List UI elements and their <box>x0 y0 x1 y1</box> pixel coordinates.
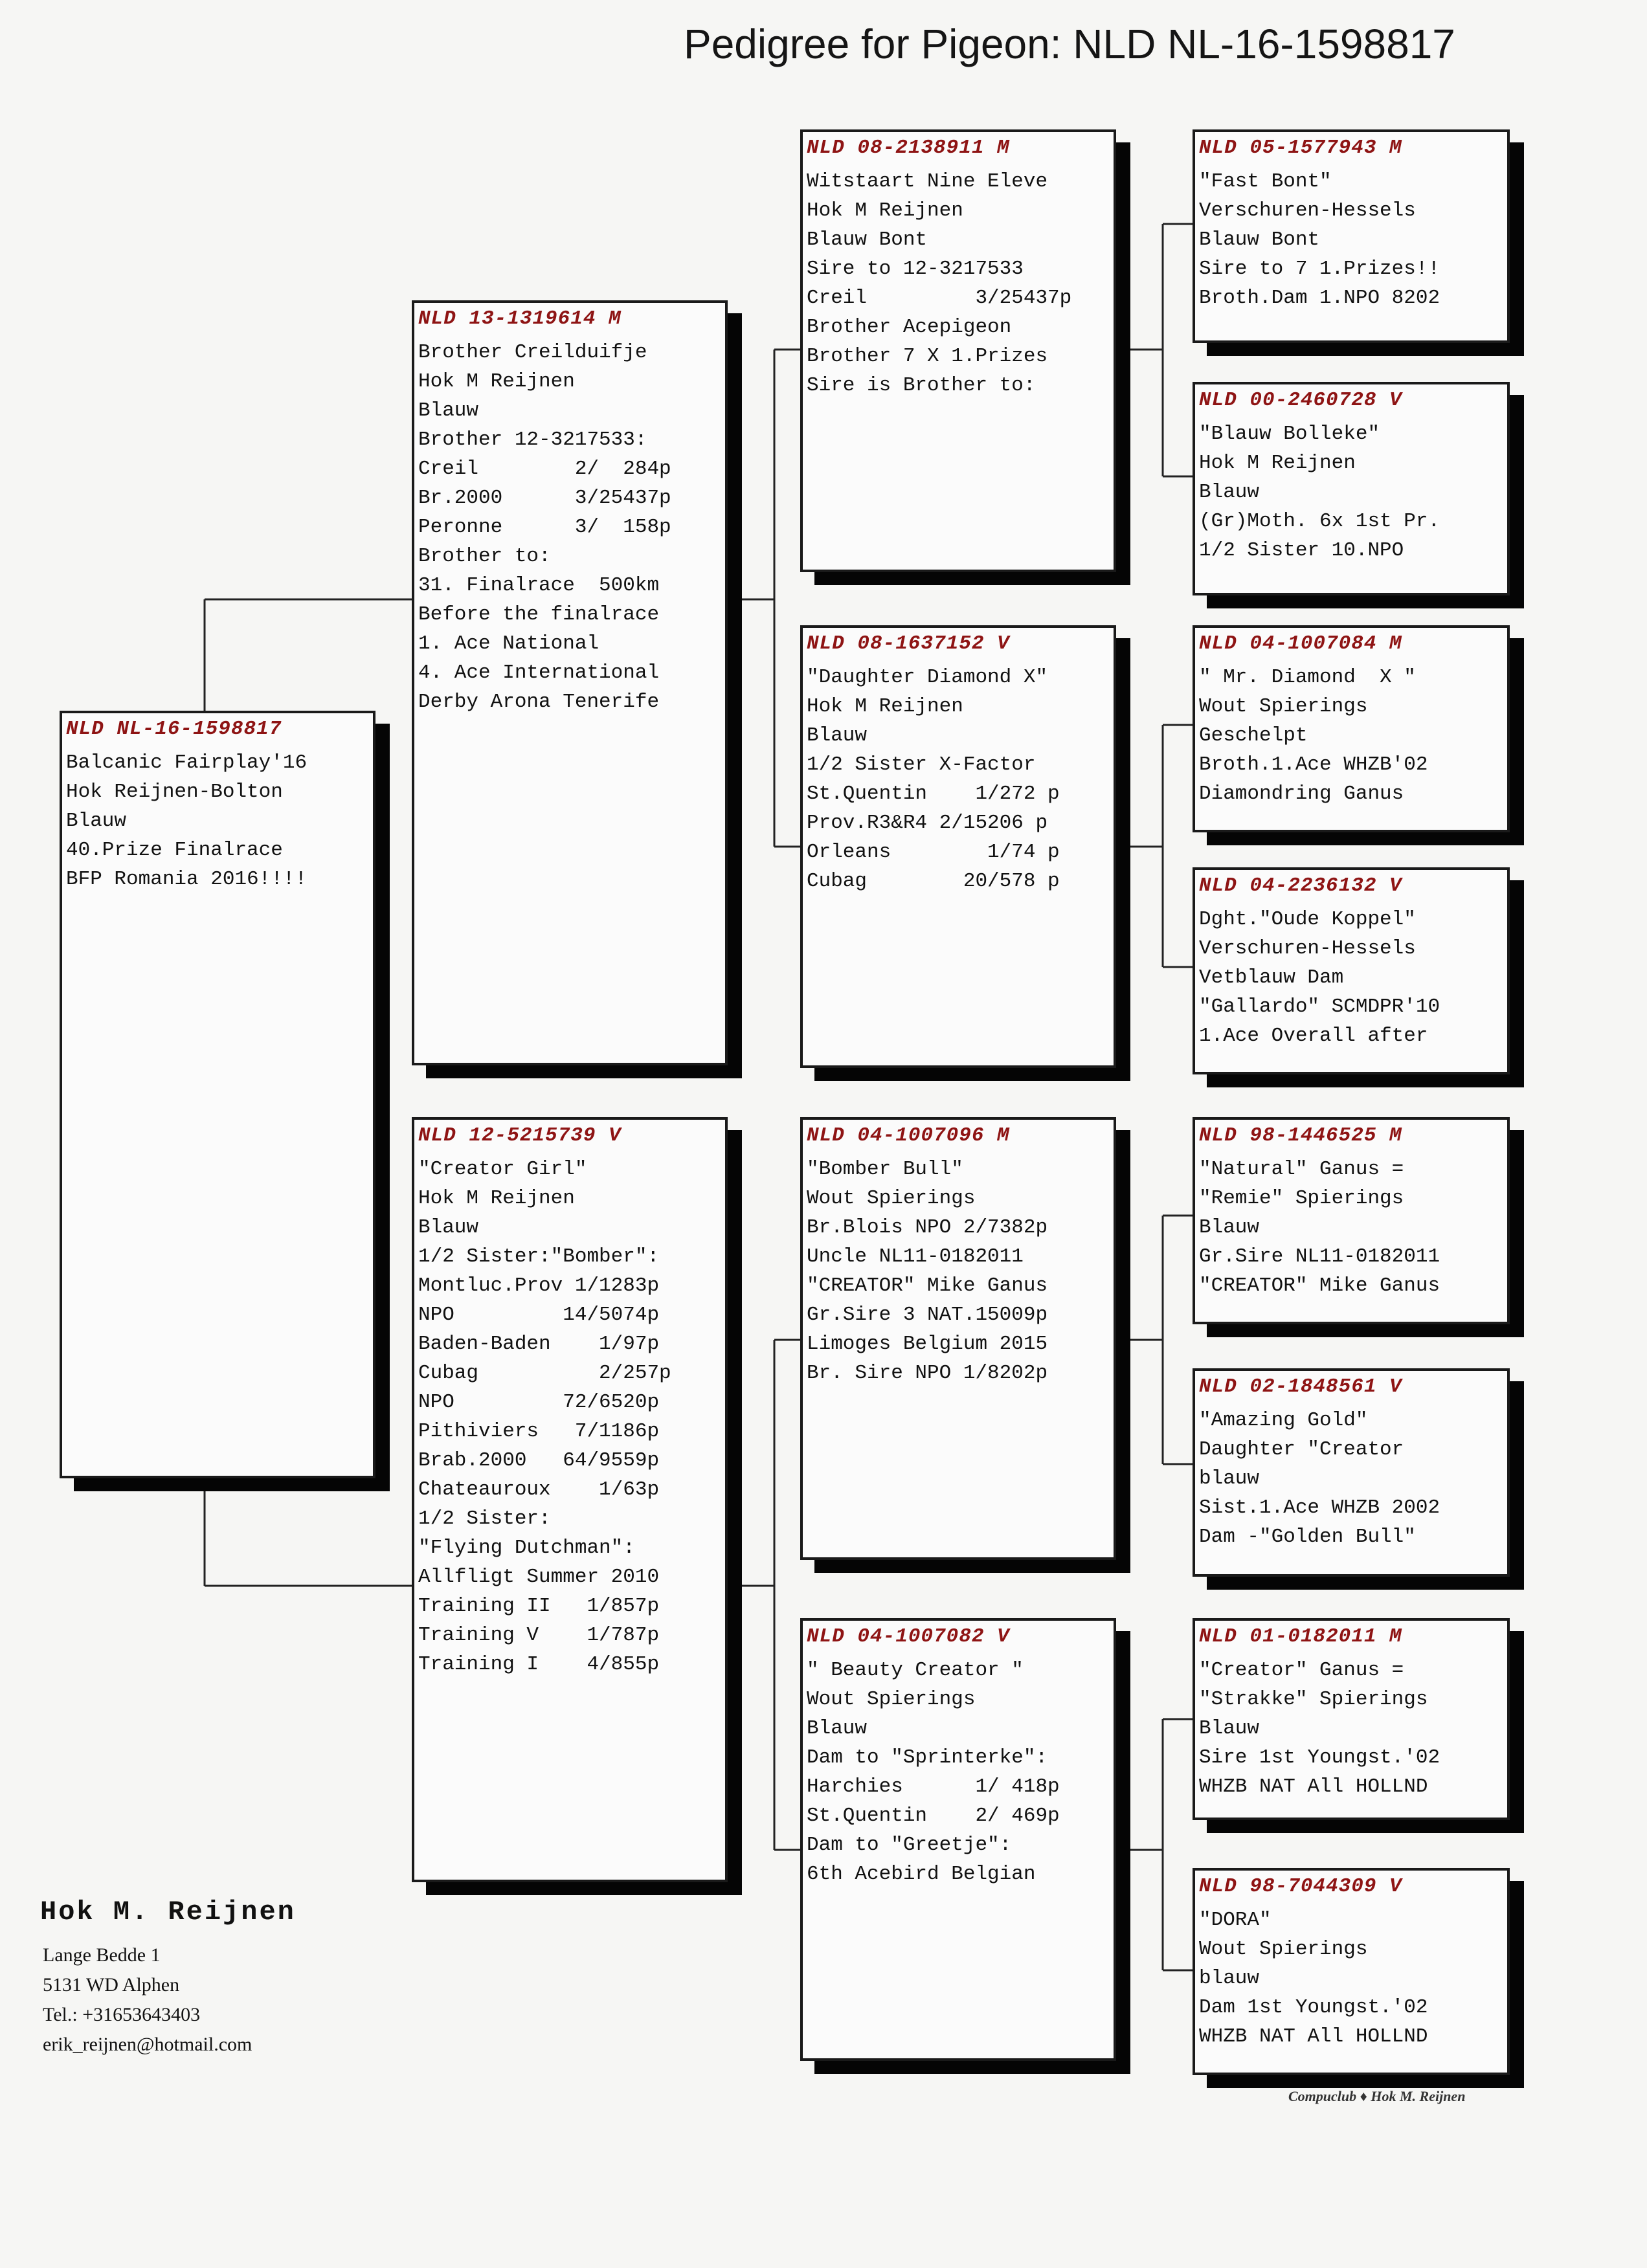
detail-line: Hok M Reijnen <box>1199 452 1356 474</box>
great-grandparent-card <box>1193 1368 1510 1577</box>
great-grandparent-card <box>1193 867 1510 1074</box>
ring-number: NLD 04-1007084 M <box>1199 632 1402 655</box>
detail-line: "Bomber Bull" <box>807 1158 963 1181</box>
detail-line: Brother 7 X 1.Prizes <box>807 345 1048 368</box>
detail-line: "CREATOR" Mike Ganus <box>1199 1274 1440 1297</box>
ring-number: NLD 98-7044309 V <box>1199 1875 1402 1898</box>
detail-line: "Daughter Diamond X" <box>807 666 1048 689</box>
detail-line: Allfligt Summer 2010 <box>418 1566 660 1588</box>
detail-line: "Blauw Bolleke" <box>1199 423 1380 445</box>
dam-sire-card <box>800 1117 1116 1560</box>
pigeon-details <box>1199 1406 1503 1551</box>
detail-line: 1.Ace Overall after <box>1199 1025 1428 1047</box>
ring-number: NLD 04-2236132 V <box>1199 874 1402 897</box>
detail-line: Blauw <box>1199 1216 1260 1239</box>
detail-line: Hok M Reijnen <box>807 695 963 718</box>
ring-number: NLD 00-2460728 V <box>1199 389 1402 412</box>
detail-line: Witstaart Nine Eleve <box>807 170 1048 193</box>
detail-line: Sire to 12-3217533 <box>807 258 1024 280</box>
detail-line: 6th Acebird Belgian <box>807 1863 1036 1885</box>
detail-line: "Remie" Spierings <box>1199 1187 1404 1210</box>
detail-line: Harchies 1/ 418p <box>807 1775 1060 1798</box>
pigeon-details <box>418 1155 721 1679</box>
detail-line: 1/2 Sister X-Factor <box>807 753 1036 776</box>
great-grandparent-card <box>1193 1868 1510 2075</box>
detail-line: Brother 12-3217533: <box>418 428 647 451</box>
pigeon-details <box>418 338 721 717</box>
detail-line: Hok Reijnen-Bolton <box>66 781 283 803</box>
detail-line: Gr.Sire NL11-0182011 <box>1199 1245 1440 1268</box>
detail-line: Wout Spierings <box>1199 695 1368 718</box>
detail-line: Brab.2000 64/9559p <box>418 1449 660 1472</box>
detail-line: 1/2 Sister:"Bomber": <box>418 1245 660 1268</box>
detail-line: Geschelpt <box>1199 724 1308 747</box>
pigeon-details <box>1199 419 1503 565</box>
detail-line: Derby Arona Tenerife <box>418 691 660 713</box>
detail-line: Orleans 1/74 p <box>807 841 1060 863</box>
breeder-email: erik_reijnen@hotmail.com <box>43 2034 252 2055</box>
detail-line: 1/2 Sister: <box>418 1507 551 1530</box>
breeder-phone: Tel.: +31653643403 <box>43 2004 201 2025</box>
breeder-name: Hok M. Reijnen <box>40 1896 296 1928</box>
detail-line: Baden-Baden 1/97p <box>418 1333 660 1355</box>
detail-line: Brother Acepigeon <box>807 316 1012 339</box>
detail-line: "Natural" Ganus = <box>1199 1158 1404 1181</box>
detail-line: Sire is Brother to: <box>807 374 1036 397</box>
ring-number: NLD 04-1007096 M <box>807 1124 1010 1147</box>
pigeon-details <box>807 663 1110 896</box>
detail-line: blauw <box>1199 1467 1260 1490</box>
detail-line: "Creator" Ganus = <box>1199 1659 1404 1682</box>
detail-line: "Amazing Gold" <box>1199 1409 1368 1432</box>
great-grandparent-card <box>1193 1117 1510 1324</box>
ring-number: NLD 04-1007082 V <box>807 1625 1010 1648</box>
detail-line: " Mr. Diamond X " <box>1199 666 1416 689</box>
detail-line: Verschuren-Hessels <box>1199 199 1416 222</box>
detail-line: Broth.1.Ace WHZB'02 <box>1199 753 1428 776</box>
detail-line: Blauw <box>66 810 127 832</box>
detail-line: Wout Spierings <box>807 1187 976 1210</box>
ring-number: NLD 05-1577943 M <box>1199 137 1402 159</box>
detail-line: Hok M Reijnen <box>807 199 963 222</box>
sire-sire-card <box>800 129 1116 572</box>
detail-line: Wout Spierings <box>807 1688 976 1711</box>
detail-line: Training I 4/855p <box>418 1653 660 1676</box>
sire-dam-card <box>800 625 1116 1068</box>
detail-line: "Fast Bont" <box>1199 170 1332 193</box>
detail-line: Blauw <box>807 724 868 747</box>
detail-line: Sire 1st Youngst.'02 <box>1199 1746 1440 1769</box>
ring-number: NLD 12-5215739 V <box>418 1124 622 1147</box>
page-title: Pedigree for Pigeon: NLD NL-16-1598817 <box>684 21 1455 67</box>
pigeon-details <box>807 1656 1110 1889</box>
ring-number: NLD 13-1319614 M <box>418 307 622 330</box>
detail-line: Sist.1.Ace WHZB 2002 <box>1199 1496 1440 1519</box>
detail-line: Limoges Belgium 2015 <box>807 1333 1048 1355</box>
detail-line: BFP Romania 2016!!!! <box>66 868 308 891</box>
detail-line: Chateauroux 1/63p <box>418 1478 660 1501</box>
detail-line: Pithiviers 7/1186p <box>418 1420 660 1443</box>
detail-line: Balcanic Fairplay'16 <box>66 751 308 774</box>
detail-line: Cubag 20/578 p <box>807 870 1060 893</box>
detail-line: Blauw <box>1199 1717 1260 1740</box>
detail-line: St.Quentin 1/272 p <box>807 783 1060 805</box>
subject-pigeon-card <box>60 711 375 1478</box>
detail-line: Br.2000 3/25437p <box>418 487 671 509</box>
detail-line: NPO 72/6520p <box>418 1391 660 1414</box>
detail-line: Blauw <box>807 1717 868 1740</box>
ring-number: NLD 02-1848561 V <box>1199 1375 1402 1398</box>
detail-line: 40.Prize Finalrace <box>66 839 283 862</box>
detail-line: Hok M Reijnen <box>418 370 575 393</box>
detail-line: Training II 1/857p <box>418 1595 660 1618</box>
pigeon-details <box>1199 663 1503 808</box>
pigeon-details <box>807 1155 1110 1388</box>
detail-line: Br. Sire NPO 1/8202p <box>807 1362 1048 1384</box>
detail-line: Montluc.Prov 1/1283p <box>418 1274 660 1297</box>
detail-line: WHZB NAT All HOLLND <box>1199 1775 1428 1798</box>
detail-line: Blauw <box>418 1216 479 1239</box>
detail-line: 4. Ace International <box>418 662 660 684</box>
dam-dam-card <box>800 1618 1116 2061</box>
ring-number: NLD NL-16-1598817 <box>66 718 282 740</box>
pigeon-details <box>1199 905 1503 1051</box>
breeder-street: Lange Bedde 1 <box>43 1944 161 1966</box>
detail-line: Verschuren-Hessels <box>1199 937 1416 960</box>
detail-line: Vetblauw Dam <box>1199 966 1344 989</box>
detail-line: Dam -"Golden Bull" <box>1199 1526 1416 1548</box>
ring-number: NLD 01-0182011 M <box>1199 1625 1402 1648</box>
detail-line: Wout Spierings <box>1199 1938 1368 1961</box>
pigeon-details <box>1199 167 1503 313</box>
breeder-city: 5131 WD Alphen <box>43 1974 180 1996</box>
detail-line: Hok M Reijnen <box>418 1187 575 1210</box>
detail-line: Blauw Bont <box>1199 228 1320 251</box>
detail-line: Dam to "Sprinterke": <box>807 1746 1048 1769</box>
detail-line: Broth.Dam 1.NPO 8202 <box>1199 287 1440 309</box>
great-grandparent-card <box>1193 625 1510 832</box>
detail-line: 1/2 Sister 10.NPO <box>1199 539 1404 562</box>
detail-line: Daughter "Creator <box>1199 1438 1404 1461</box>
detail-line: "Flying Dutchman": <box>418 1537 635 1559</box>
detail-line: Training V 1/787p <box>418 1624 660 1647</box>
pigeon-details <box>1199 1155 1503 1300</box>
detail-line: Before the finalrace <box>418 603 660 626</box>
detail-line: Dam 1st Youngst.'02 <box>1199 1996 1428 2019</box>
pigeon-details <box>66 748 369 894</box>
pigeon-details <box>1199 1906 1503 2051</box>
software-credit: Compuclub ♦ Hok M. Reijnen <box>1288 2088 1466 2104</box>
detail-line: WHZB NAT All HOLLND <box>1199 2025 1428 2048</box>
great-grandparent-card <box>1193 1618 1510 1820</box>
detail-line: St.Quentin 2/ 469p <box>807 1805 1060 1827</box>
detail-line: " Beauty Creator " <box>807 1659 1024 1682</box>
great-grandparent-card <box>1193 382 1510 595</box>
detail-line: Sire to 7 1.Prizes!! <box>1199 258 1440 280</box>
pigeon-details <box>807 167 1110 400</box>
detail-line: Blauw <box>418 399 479 422</box>
detail-line: "Gallardo" SCMDPR'10 <box>1199 995 1440 1018</box>
detail-line: Creil 3/25437p <box>807 287 1072 309</box>
detail-line: Dam to "Greetje": <box>807 1834 1012 1856</box>
detail-line: Brother to: <box>418 545 551 568</box>
detail-line: 31. Finalrace 500km <box>418 574 660 597</box>
detail-line: "CREATOR" Mike Ganus <box>807 1274 1048 1297</box>
great-grandparent-card <box>1193 129 1510 343</box>
detail-line: 1. Ace National <box>418 632 599 655</box>
detail-line: Brother Creilduifje <box>418 341 647 364</box>
dam-card <box>412 1117 728 1882</box>
detail-line: Creil 2/ 284p <box>418 458 671 480</box>
detail-line: Cubag 2/257p <box>418 1362 671 1384</box>
detail-line: Br.Blois NPO 2/7382p <box>807 1216 1048 1239</box>
sire-card <box>412 300 728 1065</box>
detail-line: "Creator Girl" <box>418 1158 587 1181</box>
detail-line: Prov.R3&R4 2/15206 p <box>807 812 1048 834</box>
detail-line: (Gr)Moth. 6x 1st Pr. <box>1199 510 1440 533</box>
detail-line: Peronne 3/ 158p <box>418 516 671 539</box>
ring-number: NLD 08-2138911 M <box>807 137 1010 159</box>
detail-line: Gr.Sire 3 NAT.15009p <box>807 1304 1048 1326</box>
detail-line: Dght."Oude Koppel" <box>1199 908 1416 931</box>
detail-line: Blauw Bont <box>807 228 928 251</box>
detail-line: NPO 14/5074p <box>418 1304 660 1326</box>
detail-line: Uncle NL11-0182011 <box>807 1245 1024 1268</box>
detail-line: "Strakke" Spierings <box>1199 1688 1428 1711</box>
ring-number: NLD 98-1446525 M <box>1199 1124 1402 1147</box>
pigeon-details <box>1199 1656 1503 1801</box>
detail-line: Diamondring Ganus <box>1199 783 1404 805</box>
detail-line: blauw <box>1199 1967 1260 1990</box>
ring-number: NLD 08-1637152 V <box>807 632 1010 655</box>
detail-line: "DORA" <box>1199 1909 1272 1931</box>
detail-line: Blauw <box>1199 481 1260 504</box>
